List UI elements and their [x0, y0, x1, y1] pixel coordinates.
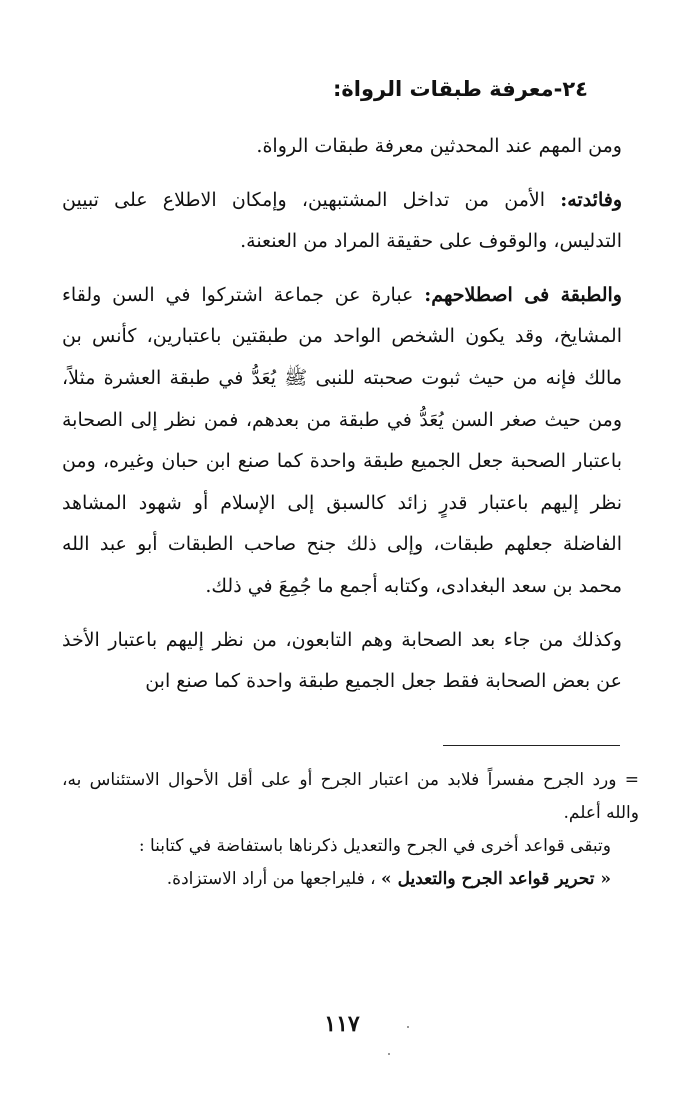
section-heading: ٢٤-معرفة طبقات الرواة: [332, 77, 588, 101]
paragraph-definition [62, 275, 622, 608]
main-text [62, 126, 622, 703]
footnote-book-title: « تحرير قواعد الجرح والتعديل » [381, 869, 611, 889]
scan-speck [407, 1026, 409, 1028]
paragraph-definition-text: عبارة عن جماعة اشتركوا في السن ولقاء المشايخ، وقد يكون الشخص الواحد من طبقتين باعتبارين، كأنس بن مالك فإنه من حيث ثبوت صحبته للنبى ﷺ يُعَدُّ في طبقة العشرة مثلاً، ومن حيث صغر السن يُعَدُّ في طبقة من بعدهم، فمن نظر إلى الصحابة باعتبار الصحبة جعل الجميع طبقة واحدة كما صنع ابن حبان وغيره، ومن نظر إليهم باعتبار قدرٍ زائد كالسبق إلى الإسلام أو شهود المشاهد الفاضلة جعلهم طبقات، وإلى ذلك جنح صاحب الطبقات أبو عبد الله محمد بن سعد البغدادى، وكتابه أجمع ما جُمِعَ في ذلك. [62, 283, 622, 597]
paragraph-followers: وكذلك من جاء بعد الصحابة وهم التابعون، من نظر إليهم باعتبار الأخذ عن بعض الصحابة فقط جعل الجميع طبقة واحدة كما صنع ابن [62, 628, 622, 693]
paragraph-definition-lead: والطبقة فى اصطلاحهم: [424, 283, 622, 306]
paragraph-benefit-text: الأمن من تداخل المشتبهين، وإمكان الاطلاع على تبيين التدليس، والوقوف على حقيقة المراد من العنعنة. [62, 188, 622, 253]
paragraph-intro: ومن المهم عند المحدثين معرفة طبقات الرواة. [256, 135, 622, 157]
paragraph-benefit-lead: وفائدته: [560, 188, 622, 211]
scan-speck [388, 1053, 390, 1055]
footnote-line-3 [62, 863, 639, 896]
footnote-line-2: وتبقى قواعد أخرى في الجرح والتعديل ذكرناها باستفاضة في كتابنا : [138, 836, 611, 856]
footnote-block [62, 764, 639, 896]
paragraph-benefit [62, 180, 622, 263]
footnote-line-1: = ورد الجرح مفسراً فلابد من اعتبار الجرح أو على أقل الأحوال الاستئناس به، والله أعلم. [62, 770, 639, 823]
footnote-divider [443, 745, 620, 746]
footnote-line-3-text: ، فليراجعها من أراد الاستزادة. [166, 869, 382, 889]
page-number: ١١٧ [324, 1011, 360, 1037]
